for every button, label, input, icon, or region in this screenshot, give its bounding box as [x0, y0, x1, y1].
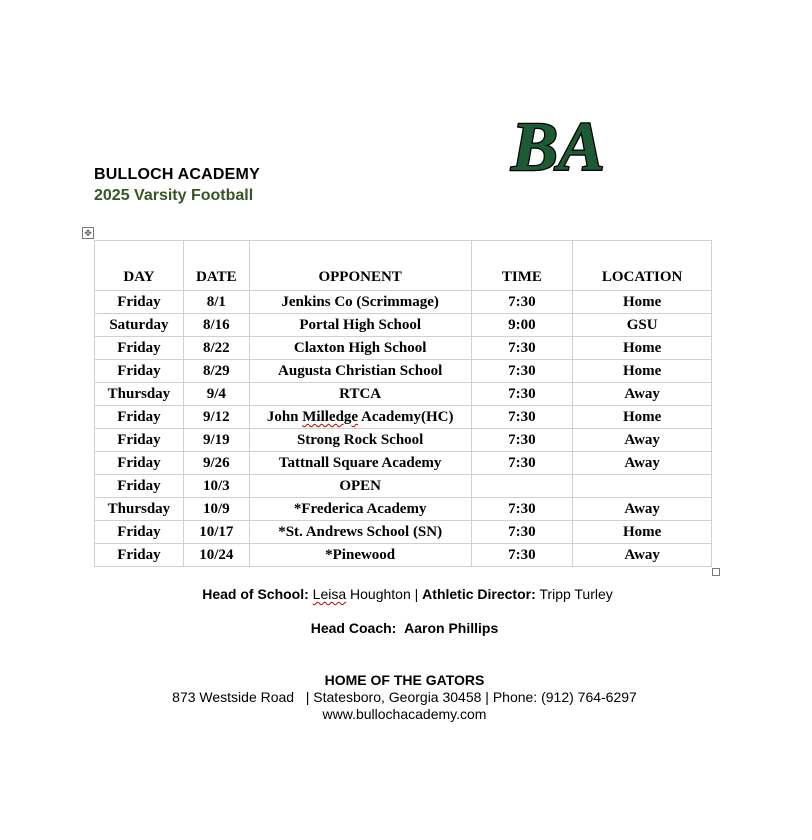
- cell-location: Home: [573, 291, 712, 314]
- cell-date: 8/1: [183, 291, 249, 314]
- head-of-school-label: Head of School:: [202, 586, 309, 602]
- cell-day: Friday: [95, 452, 184, 475]
- cell-location: Away: [573, 498, 712, 521]
- cell-day: Friday: [95, 521, 184, 544]
- cell-location: Home: [573, 406, 712, 429]
- head-of-school-line: [3, 586, 812, 602]
- cell-opponent: Portal High School: [249, 314, 471, 337]
- cell-location: Away: [573, 383, 712, 406]
- head-of-school-first-name: Leisa: [312, 586, 347, 602]
- cell-opponent: Augusta Christian School: [249, 360, 471, 383]
- table-resize-handle[interactable]: [712, 568, 720, 576]
- cell-date: 10/17: [183, 521, 249, 544]
- cell-day: Friday: [95, 360, 184, 383]
- season-title: 2025 Varsity Football: [94, 187, 254, 204]
- cell-day: Friday: [95, 475, 184, 498]
- column-header-opponent: OPPONENT: [249, 241, 471, 291]
- cell-day: Friday: [95, 291, 184, 314]
- table-row: [95, 452, 712, 475]
- footer-address: 873 Westside Road | Statesboro, Georgia 30458 | Phone: (912) 764-6297: [172, 689, 637, 705]
- cell-location: GSU: [573, 314, 712, 337]
- cell-time: 7:30: [471, 360, 573, 383]
- cell-date: 9/4: [183, 383, 249, 406]
- table-row: [95, 498, 712, 521]
- footer-tagline: HOME OF THE GATORS: [324, 672, 485, 688]
- cell-day: Thursday: [95, 498, 184, 521]
- cell-day: Friday: [95, 337, 184, 360]
- table-row: [95, 544, 712, 567]
- cell-opponent: Jenkins Co (Scrimmage): [249, 291, 471, 314]
- table-row: [95, 360, 712, 383]
- cell-location: Home: [573, 521, 712, 544]
- cell-time: 9:00: [471, 314, 573, 337]
- cell-opponent: Tattnall Square Academy: [249, 452, 471, 475]
- cell-date: 9/26: [183, 452, 249, 475]
- cell-opponent: *St. Andrews School (SN): [249, 521, 471, 544]
- cell-day: Friday: [95, 544, 184, 567]
- cell-time: 7:30: [471, 337, 573, 360]
- table-move-handle[interactable]: ✥: [82, 227, 94, 239]
- schedule-table: [94, 240, 712, 567]
- cell-date: 10/9: [183, 498, 249, 521]
- cell-date: 9/19: [183, 429, 249, 452]
- cell-opponent: OPEN: [249, 475, 471, 498]
- cell-opponent: Strong Rock School: [249, 429, 471, 452]
- spellcheck-word: Milledge: [302, 409, 359, 425]
- cell-opponent: RTCA: [249, 383, 471, 406]
- cell-time: 7:30: [471, 406, 573, 429]
- school-logo: [511, 92, 605, 186]
- column-header-date: DATE: [183, 241, 249, 291]
- logo-text: BA: [511, 109, 605, 186]
- footer-website: www.bullochacademy.com: [322, 706, 487, 722]
- column-header-day: DAY: [95, 241, 184, 291]
- cell-location: Away: [573, 544, 712, 567]
- table-header-row: [95, 241, 712, 291]
- cell-location: [573, 475, 712, 498]
- cell-date: 9/12: [183, 406, 249, 429]
- table-row: [95, 337, 712, 360]
- athletic-director-label: Athletic Director:: [422, 586, 536, 602]
- cell-time: [471, 475, 573, 498]
- table-row: [95, 475, 712, 498]
- cell-opponent: *Pinewood: [249, 544, 471, 567]
- cell-date: 10/3: [183, 475, 249, 498]
- cell-location: Home: [573, 337, 712, 360]
- head-of-school-last-name: Houghton |: [346, 586, 423, 602]
- cell-time: 7:30: [471, 291, 573, 314]
- column-header-location: LOCATION: [573, 241, 712, 291]
- cell-location: Away: [573, 452, 712, 475]
- cell-time: 7:30: [471, 429, 573, 452]
- table-row: [95, 383, 712, 406]
- cell-time: 7:30: [471, 544, 573, 567]
- cell-date: 10/24: [183, 544, 249, 567]
- cell-time: 7:30: [471, 452, 573, 475]
- cell-time: 7:30: [471, 498, 573, 521]
- cell-day: Friday: [95, 406, 184, 429]
- cell-date: 8/22: [183, 337, 249, 360]
- head-coach-line: [0, 620, 809, 636]
- column-header-time: TIME: [471, 241, 573, 291]
- table-row: [95, 406, 712, 429]
- cell-date: 8/29: [183, 360, 249, 383]
- cell-time: 7:30: [471, 383, 573, 406]
- head-coach-name: Aaron Phillips: [404, 620, 499, 636]
- cell-location: Away: [573, 429, 712, 452]
- table-row: [95, 429, 712, 452]
- cell-date: 8/16: [183, 314, 249, 337]
- table-row: [95, 521, 712, 544]
- cell-day: Friday: [95, 429, 184, 452]
- table-row: [95, 314, 712, 337]
- school-name: BULLOCH ACADEMY: [94, 166, 260, 183]
- cell-opponent: *Frederica Academy: [249, 498, 471, 521]
- cell-opponent: John Milledge Academy(HC): [249, 406, 471, 429]
- table-row: [95, 291, 712, 314]
- cell-time: 7:30: [471, 521, 573, 544]
- head-coach-label: Head Coach:: [310, 620, 397, 636]
- cell-day: Thursday: [95, 383, 184, 406]
- ba-logo-icon: [511, 92, 605, 186]
- cell-opponent: Claxton High School: [249, 337, 471, 360]
- cell-day: Saturday: [95, 314, 184, 337]
- athletic-director-name: Tripp Turley: [535, 586, 613, 602]
- cell-location: Home: [573, 360, 712, 383]
